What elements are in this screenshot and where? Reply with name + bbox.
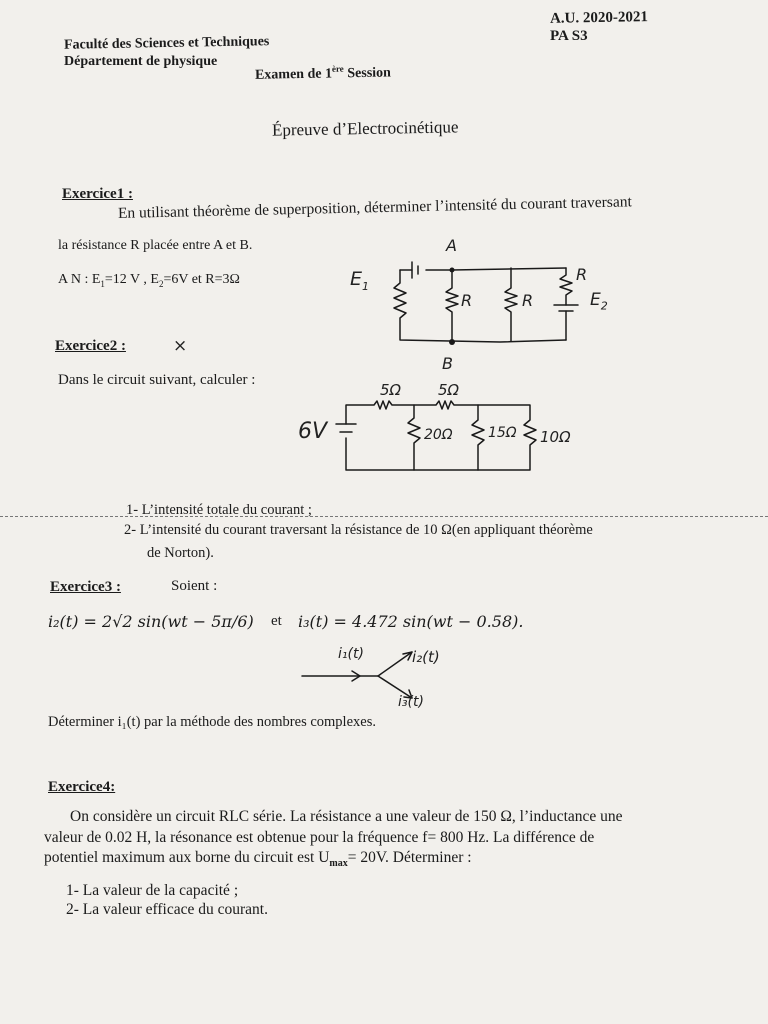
node-i3-label: i₃(t) <box>398 694 424 710</box>
exercise1-line2: la résistance R placée entre A et B. <box>58 238 253 253</box>
equation-i3: i₃(t) = 4.472 sin(wt − 0.58). <box>298 612 524 631</box>
exercise2-heading: Exercice2 : <box>55 338 126 354</box>
node-b-label: B <box>442 354 453 373</box>
node-i2-label: i₂(t) <box>412 648 440 666</box>
exercise2-mark: × <box>173 336 188 356</box>
an-prefix: A N : E <box>58 272 101 287</box>
node-i1-label: i₁(t) <box>338 646 364 662</box>
equation-connector: et <box>271 613 282 629</box>
exercise2-q2b: de Norton). <box>147 545 214 561</box>
series-r1-label: 5Ω <box>380 381 402 399</box>
series-r2-label: 5Ω <box>438 381 460 399</box>
department-name: Département de physique <box>64 54 218 69</box>
exercise4-heading: Exercice4: <box>48 779 116 795</box>
parallel-r1-label: 20Ω <box>424 427 453 443</box>
parallel-r2-label: 15Ω <box>488 425 517 441</box>
exercise4-p2: valeur de 0.02 H, la résonance est obtenue pour la fréquence f= 800 Hz. La différence de <box>44 829 595 846</box>
e2-sub: 2 <box>600 299 608 313</box>
equation-i2: i₂(t) = 2√2 sin(wt − 5π/6) <box>48 612 254 631</box>
r-label-3: R <box>576 265 588 284</box>
node-a-label: A <box>446 236 457 255</box>
exercise4-p3-b: = 20V. Déterminer : <box>347 849 472 866</box>
e2-text: E <box>590 290 601 310</box>
exercise4-p1: On considère un circuit RLC série. La résistance a une valeur de 150 Ω, l’inductance une <box>70 808 623 825</box>
exercise2-q2a: 2- L’intensité du courant traversant la résistance de 10 Ω(en appliquant théorème <box>124 522 593 538</box>
exercise2-intro: Dans le circuit suivant, calculer : <box>58 372 256 388</box>
exercise4-p3-a: potentiel maximum aux borne du circuit est U <box>44 849 330 866</box>
an-e2: =6V et R=3Ω <box>163 272 240 287</box>
parallel-r3-label: 10Ω <box>540 428 571 446</box>
exercise1-heading: Exercice1 : <box>62 186 133 202</box>
e1-sub: 1 <box>362 279 370 293</box>
academic-year: A.U. 2020-2021 <box>549 9 649 27</box>
e1-text: E <box>350 268 363 290</box>
faculty-name: Faculté des Sciences et Techniques <box>63 34 270 53</box>
exam-session-sup: ère <box>331 63 344 74</box>
exercise4-q2: 2- La valeur efficace du courant. <box>66 901 268 918</box>
source-6v-label: 6V <box>298 419 328 444</box>
exercise3-soient: Soient : <box>171 578 218 594</box>
an-e1: =12 V , E <box>104 272 159 287</box>
r-label-1: R <box>461 291 473 310</box>
exercise3-heading: Exercice3 : <box>50 579 121 595</box>
an-sub1: 1 <box>100 278 105 289</box>
exam-title: Épreuve d’Electrocinétique <box>271 117 459 140</box>
exam-session-text: Examen de 1 <box>254 66 333 83</box>
r-label-2: R <box>522 291 534 310</box>
exercise4-q1: 1- La valeur de la capacité ; <box>66 882 239 899</box>
an-sub2: 2 <box>158 278 164 289</box>
exercise1-line1: En utilisant théorème de superposition, déterminer l’intensité du courant traversant <box>117 193 632 222</box>
exam-session-tail: Session <box>343 65 392 82</box>
exercise4-p3 <box>44 849 472 869</box>
exercise2-q1: 1- L’intensité totale du courant ; <box>126 502 312 518</box>
program-code: PA S3 <box>550 28 588 44</box>
exercise4-p3-sub: max <box>329 858 348 870</box>
exercise3-question: Déterminer i₁(t) par la méthode des nombres complexes. <box>48 714 376 730</box>
